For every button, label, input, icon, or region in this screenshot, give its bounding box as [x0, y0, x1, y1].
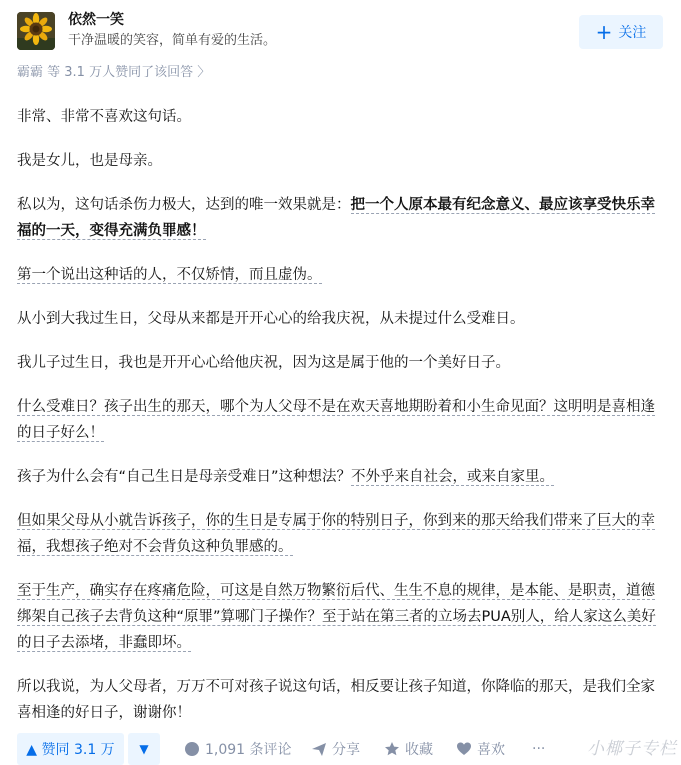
- downvote-button[interactable]: ▼: [128, 733, 160, 765]
- follow-button[interactable]: [579, 15, 663, 49]
- more-icon: ···: [532, 741, 546, 757]
- paragraph: 非常、非常不喜欢这句话。: [17, 109, 191, 125]
- paragraph: 第一个说出这种话的人，不仅矫情，而且虚伪。: [17, 267, 322, 283]
- author-bio: 干净温暖的笑容，简单有爱的生活。: [68, 33, 277, 48]
- paragraph: 至于生产，确实存在疼痛危险，可这是自然万物繁衍后代、生生不息的规律，是本能、是职责，道德绑架自己孩子去背负这种“原罪”算哪门子操作？至于站在第三者的立场去PUA别人，给人家这么美好的日子去添堵，非蠢即坏。: [17, 583, 656, 651]
- paragraph: 所以我说，为人父母者，万万不可对孩子说这句话，相反要让孩子知道，你降临的那天，是我们全家喜相逢的好日子，谢谢你！: [17, 679, 655, 721]
- bold-highlight: 把一个人原本最有纪念意义、最应该享受快乐幸福的一天，变得充满负罪感！: [17, 197, 655, 239]
- favorite-button[interactable]: [384, 733, 433, 765]
- follow-label: 关注: [618, 25, 647, 41]
- comments-label: 1,091 条评论: [205, 742, 292, 758]
- upvote-button[interactable]: ▲ 赞同 3.1 万: [17, 733, 124, 765]
- upvoters-summary[interactable]: 霸霸 等 3.1 万人赞同了该回答 〉: [17, 65, 211, 80]
- author-header: [17, 10, 663, 54]
- author-name[interactable]: 依然一笑: [68, 12, 124, 28]
- watermark: 小椰子专栏: [587, 739, 677, 759]
- action-bar: [0, 729, 681, 765]
- plus-icon: +: [595, 20, 613, 44]
- paragraph: 私以为，这句话杀伤力极大，达到的唯一效果就是：把一个人原本最有纪念意义、最应该享受快乐幸福的一天，变得充满负罪感！: [17, 197, 655, 239]
- share-label: 分享: [332, 742, 360, 758]
- like-button[interactable]: [456, 733, 505, 765]
- comments-button[interactable]: [184, 733, 292, 765]
- paragraph: 什么受难日？孩子出生的那天，哪个为人父母不是在欢天喜地期盼着和小生命见面？这明明是喜相逢的日子好么！: [17, 399, 655, 441]
- star-icon: [384, 741, 400, 757]
- favorite-label: 收藏: [405, 742, 433, 758]
- paragraph: 孩子为什么会有“自己生日是母亲受难日”这种想法？不外乎来自社会，或来自家里。: [17, 469, 555, 485]
- comment-icon: [184, 741, 200, 757]
- answer-content: [17, 104, 663, 744]
- more-button[interactable]: [532, 733, 545, 765]
- share-button[interactable]: [311, 733, 360, 765]
- paragraph: 但如果父母从小就告诉孩子，你的生日是专属于你的特别日子，你到来的那天给我们带来了巨大的幸福，我想孩子绝对不会背负这种负罪感的。: [17, 513, 655, 555]
- paragraph: 我儿子过生日，我也是开开心心给他庆祝，因为这是属于他的一个美好日子。: [17, 355, 510, 371]
- paragraph: 从小到大我过生日，父母从来都是开开心心的给我庆祝，从未提过什么受难日。: [17, 311, 525, 327]
- author-avatar[interactable]: [17, 12, 55, 50]
- share-icon: [311, 741, 327, 757]
- paragraph: 我是女儿，也是母亲。: [17, 153, 162, 169]
- heart-icon: [456, 741, 472, 757]
- like-label: 喜欢: [477, 742, 505, 758]
